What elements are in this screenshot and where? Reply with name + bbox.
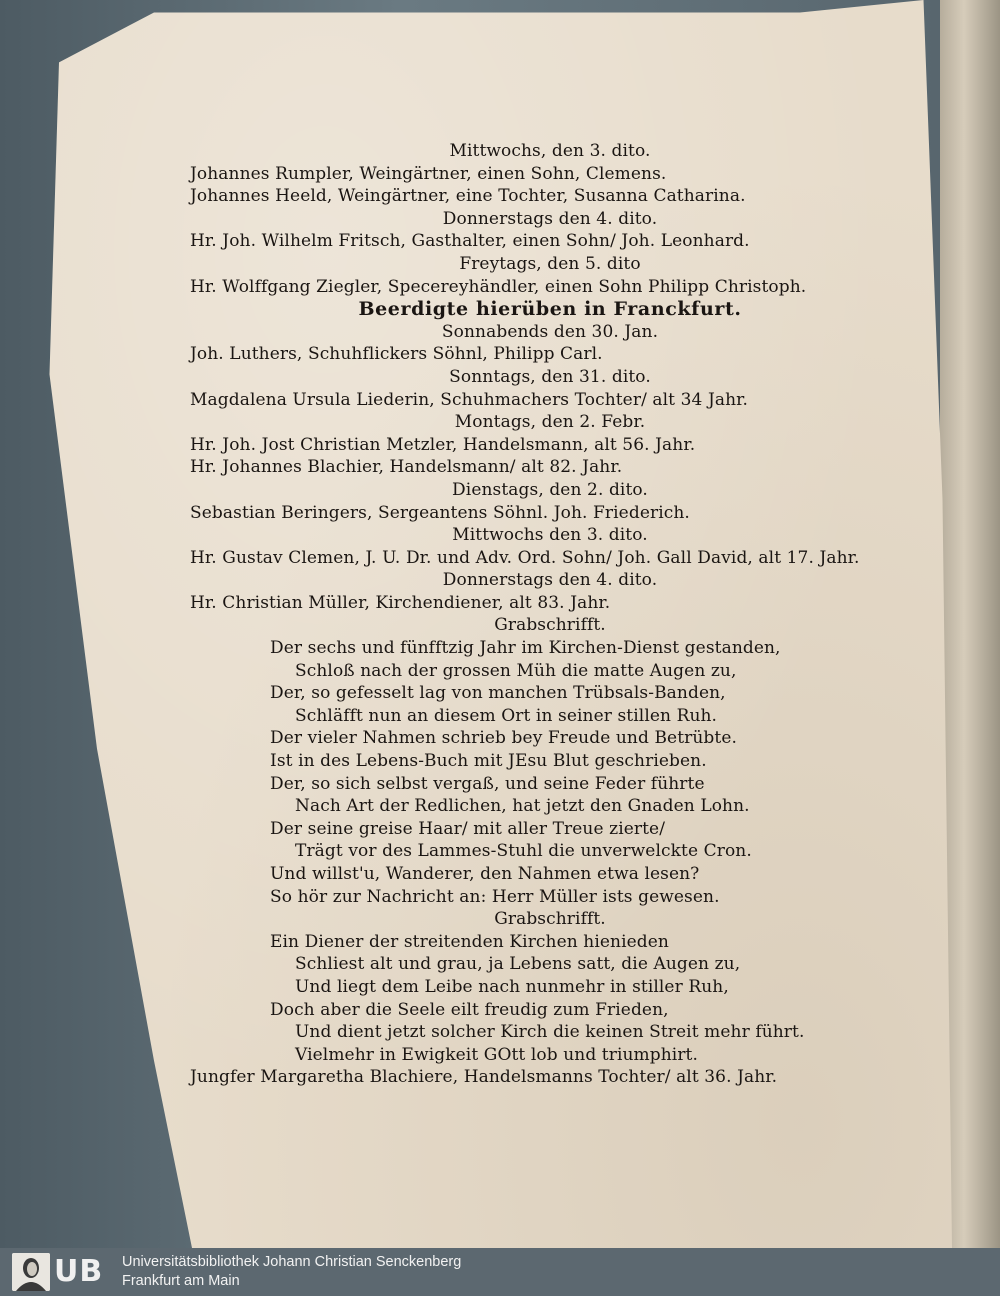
library-location: Frankfurt am Main xyxy=(122,1273,240,1289)
section-heading: Mittwochs, den 3. dito. xyxy=(449,141,651,161)
text-line: Der, so gefesselt lag von manchen Trübsals-Banden, xyxy=(270,683,726,704)
text-line: Trägt vor des Lammes-Stuhl die unverwelckte Cron. xyxy=(295,841,752,862)
section-heading: Grabschrifft. xyxy=(494,615,606,636)
section-heading: Donnerstags den 4. dito. xyxy=(442,208,658,229)
text-line: Johannes Rumpler, Weingärtner, einen Sohn, Clemens. xyxy=(190,163,667,184)
section-heading: Sonntags, den 31. dito. xyxy=(449,366,651,387)
text-line: Vielmehr in Ewigkeit GOtt lob und triumphirt. xyxy=(295,1044,698,1065)
text-line: Und willst'u, Wanderer, den Nahmen etwa lesen? xyxy=(270,864,700,884)
text-line: Der seine greise Haar/ mit aller Treue zierte/ xyxy=(270,818,666,839)
section-heading: Freytags, den 5. dito xyxy=(459,253,641,274)
section-heading: Donnerstags den 4. dito. xyxy=(442,570,658,591)
text-line: Hr. Wolffgang Ziegler, Specereyhändler, einen Sohn Philipp Christoph. xyxy=(190,276,807,297)
text-line: Der sechs und fünfftzig Jahr im Kirchen-Dienst gestanden, xyxy=(270,638,781,659)
text-line: Und dient jetzt solcher Kirch die keinen Streit mehr führt. xyxy=(295,1022,805,1043)
text-line: Sebastian Beringers, Sergeantens Söhnl. Joh. Friederich. xyxy=(190,502,690,523)
text-line: Ein Diener der streitenden Kirchen hienieden xyxy=(270,931,669,952)
text-line: Magdalena Ursula Liederin, Schuhmachers Tochter/ alt 34 Jahr. xyxy=(190,389,749,410)
ub-logo: UB xyxy=(54,1254,104,1289)
text-line: Hr. Gustav Clemen, J. U. Dr. und Adv. Ord. Sohn/ Joh. Gall David, alt 17. Jahr. xyxy=(190,547,860,568)
section-heading: Montags, den 2. Febr. xyxy=(454,412,646,433)
text-line: Schloß nach der grossen Müh die matte Augen zu, xyxy=(295,660,737,681)
text-line: Nach Art der Redlichen, hat jetzt den Gnaden Lohn. xyxy=(295,796,750,817)
text-line: Hr. Joh. Jost Christian Metzler, Handelsmann, alt 56. Jahr. xyxy=(190,434,696,455)
portrait-logo-icon xyxy=(12,1253,50,1291)
text-line: Und liegt dem Leibe nach nunmehr in stiller Ruh, xyxy=(295,976,729,997)
text-line: Schläfft nun an diesem Ort in seiner stillen Ruh. xyxy=(295,705,718,726)
library-name: Universitätsbibliothek Johann Christian Senckenberg xyxy=(122,1254,462,1270)
text-line: Jungfer Margaretha Blachiere, Handelsmanns Tochter/ alt 36. Jahr. xyxy=(190,1067,778,1088)
section-heading: Dienstags, den 2. dito. xyxy=(452,479,648,500)
text-line: Der vieler Nahmen schrieb bey Freude und Betrübte. xyxy=(270,728,737,749)
document-text xyxy=(190,140,950,1089)
text-line: Ist in des Lebens-Buch mit JEsu Blut geschrieben. xyxy=(270,751,707,772)
text-line: Hr. Joh. Wilhelm Fritsch, Gasthalter, einen Sohn/ Joh. Leonhard. xyxy=(190,231,750,252)
section-heading: Beerdigte hierüben in Franckfurt. xyxy=(358,298,742,321)
section-heading: Grabschrifft. xyxy=(494,909,606,930)
text-line: Hr. Christian Müller, Kirchendiener, alt 83. Jahr. xyxy=(190,592,611,613)
section-heading: Sonnabends den 30. Jan. xyxy=(441,321,659,342)
text-line: So hör zur Nachricht an: Herr Müller ists gewesen. xyxy=(270,886,720,907)
text-line: Hr. Johannes Blachier, Handelsmann/ alt 82. Jahr. xyxy=(190,457,623,478)
section-heading: Mittwochs den 3. dito. xyxy=(452,525,648,546)
text-line: Der, so sich selbst vergaß, und seine Feder führte xyxy=(270,773,705,794)
text-line: Joh. Luthers, Schuhflickers Söhnl, Philipp Carl. xyxy=(190,344,603,365)
text-line: Schliest alt und grau, ja Lebens satt, die Augen zu, xyxy=(295,954,741,975)
text-line: Johannes Heeld, Weingärtner, eine Tochter, Susanna Catharina. xyxy=(190,186,746,207)
text-line: Doch aber die Seele eilt freudig zum Frieden, xyxy=(270,999,669,1020)
